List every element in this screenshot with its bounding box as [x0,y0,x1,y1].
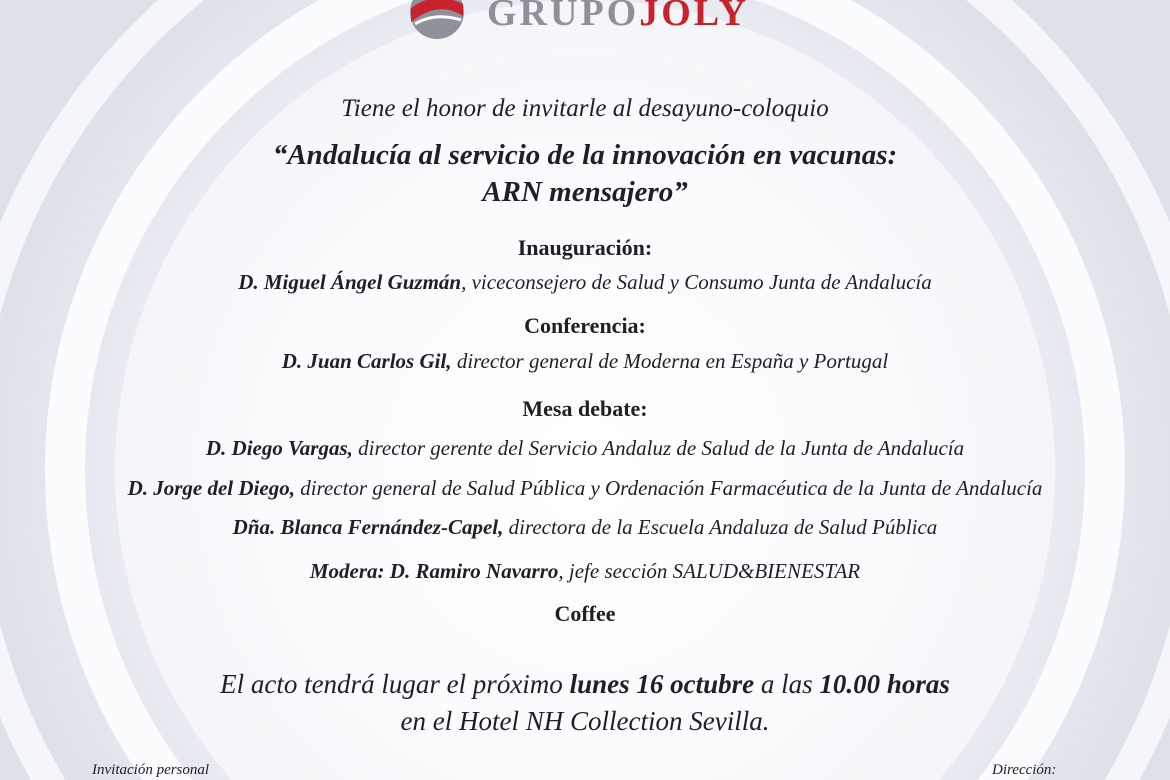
footer-invitation-note: Invitación personal [92,762,210,778]
speaker-name: D. Jorge del Diego, [127,476,295,500]
venue-pre: El acto tendrá lugar el próximo [220,669,570,699]
venue-line-1 [0,671,1170,698]
moderator [0,561,1170,582]
speaker-role: director gerente del Servicio Andaluz de Salud de la Junta de Andalucía [352,436,965,460]
speaker-conferencia [0,351,1170,372]
event-title-line-1: “Andalucía al servicio de la innovación en vacunas: [272,139,898,171]
speaker-role: director general de Moderna en España y Portugal [451,349,889,373]
speaker-mesa-3 [0,517,1170,538]
speaker-role: director general de Salud Pública y Ordenación Farmacéutica de la Junta de Andalucía [294,476,1043,500]
logo-wordmark [487,0,749,32]
heading-mesa-debate: Mesa debate: [522,396,648,421]
speaker-mesa-1 [0,438,1170,459]
event-time: 10.00 horas [819,669,950,699]
moderator-name: Modera: D. Ramiro Navarro [309,559,559,583]
speaker-name: D. Juan Carlos Gil, [281,349,452,373]
speaker-role: , viceconsejero de Salud y Consumo Junta de Andalucía [461,270,932,294]
coffee-label: Coffee [554,601,616,626]
moderator-role: , jefe sección SALUD&BIENESTAR [558,559,861,583]
speaker-name: Dña. Blanca Fernández-Capel, [232,515,504,539]
event-title-line-2: ARN mensajero” [482,176,688,208]
venue-line-2: en el Hotel NH Collection Sevilla. [400,706,770,736]
logo-joly: JOLY [639,0,750,34]
logo-grupo: GRUPO [487,0,640,34]
heading-inauguracion: Inauguración: [517,235,653,260]
footer-address-label: Dirección: [992,762,1057,778]
speaker-mesa-2 [0,478,1170,499]
venue-mid: a las [754,669,820,699]
speaker-inauguracion [0,272,1170,293]
speaker-role: directora de la Escuela Andaluza de Salud Pública [503,515,938,539]
invitation-intro: Tiene el honor de invitarle al desayuno-coloquio [341,95,829,122]
speaker-name: D. Miguel Ángel Guzmán [238,270,462,294]
heading-conferencia: Conferencia: [524,313,646,338]
speaker-name: D. Diego Vargas, [205,436,353,460]
event-date: lunes 16 octubre [569,669,755,699]
